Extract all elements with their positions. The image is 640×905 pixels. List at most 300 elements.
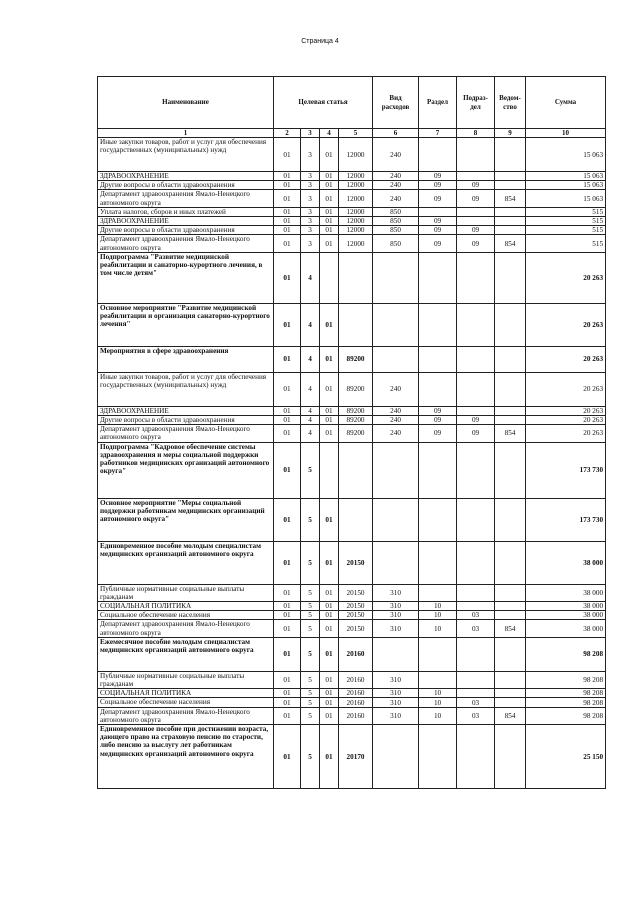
cell-c2: 01 [274,252,301,303]
cell-c5 [339,252,373,303]
cell-c2: 01 [274,584,301,601]
cell-sum: 38 000 [526,620,606,637]
cell-vid: 310 [373,689,419,698]
cell-vedomstvo [495,442,526,498]
cell-vid: 240 [373,372,419,406]
table-row [98,416,606,425]
cell-sum: 515 [526,217,606,226]
cell-c2: 01 [274,406,301,415]
cell-c4: 01 [320,226,339,235]
cell-podrazdel: 03 [457,620,495,637]
table-row [98,346,606,372]
cell-vid: 850 [373,217,419,226]
cell-c3: 5 [301,602,320,611]
cell-sum: 98 208 [526,671,606,688]
cell-c3: 4 [301,346,320,372]
table-body [98,138,606,789]
cell-podrazdel: 03 [457,698,495,707]
page-label: Страница 4 [301,38,339,45]
cell-c3: 5 [301,698,320,707]
cell-vid: 310 [373,611,419,620]
cell-c3: 4 [301,372,320,406]
cell-sum: 98 208 [526,637,606,671]
cell-vedomstvo [495,207,526,216]
cell-name: Департамент здравоохранения Ямало-Ненецкого автономного округа [98,707,274,724]
cell-vid: 310 [373,602,419,611]
cell-vedomstvo [495,138,526,172]
cell-podrazdel [457,207,495,216]
cell-sum: 38 000 [526,611,606,620]
cell-c4: 01 [320,707,339,724]
cell-c4: 01 [320,611,339,620]
cell-c5: 12000 [339,172,373,181]
cell-sum: 98 208 [526,707,606,724]
cell-c5: 89200 [339,346,373,372]
cell-podrazdel: 03 [457,611,495,620]
cell-c5: 20150 [339,584,373,601]
cell-c4: 01 [320,190,339,207]
cell-sum: 20 263 [526,416,606,425]
cell-podrazdel: 09 [457,425,495,442]
cell-c4: 01 [320,725,339,789]
cell-vedomstvo [495,172,526,181]
cell-podrazdel [457,442,495,498]
table-row [98,138,606,172]
table-row [98,406,606,415]
cell-name: Другие вопросы в области здравоохранения [98,226,274,235]
cell-vedomstvo [495,671,526,688]
cell-c5: 12000 [339,226,373,235]
cell-razdel: 10 [419,602,457,611]
table-row [98,181,606,190]
cell-c5: 20160 [339,689,373,698]
table-row [98,620,606,637]
cell-vedomstvo: 854 [495,425,526,442]
cell-name: Департамент здравоохранения Ямало-Ненецкого автономного округа [98,190,274,207]
table-row [98,725,606,789]
cell-razdel: 09 [419,416,457,425]
cell-razdel: 09 [419,190,457,207]
table-row [98,707,606,724]
header-vedomstvo: Ведом-ство [495,77,526,129]
table-row [98,541,606,584]
cell-vedomstvo [495,406,526,415]
cell-podrazdel [457,689,495,698]
cell-razdel [419,252,457,303]
cell-name: Ежемесячное пособие молодым специалистам медицинских организаций автономного округа [98,637,274,671]
cell-vid [373,541,419,584]
cell-name: Единовременное пособие при достижении возраста, дающего право на страховую пенсию по старости, либо пенсию за выслугу лет работникам медицинских организаций автономного округа [98,725,274,789]
cell-c4: 01 [320,620,339,637]
cell-name: ЗДРАВООХРАНЕНИЕ [98,217,274,226]
cell-vedomstvo [495,689,526,698]
cell-razdel: 09 [419,172,457,181]
cell-razdel [419,372,457,406]
cell-vedomstvo [495,584,526,601]
header-podrazdel: Подраз-дел [457,77,495,129]
cell-c2: 01 [274,346,301,372]
cell-c4 [320,252,339,303]
cell-c3: 5 [301,611,320,620]
table-row [98,190,606,207]
cell-podrazdel: 03 [457,707,495,724]
cell-vid [373,303,419,346]
cell-razdel: 09 [419,235,457,252]
cell-vedomstvo [495,541,526,584]
cell-podrazdel [457,584,495,601]
cell-c5: 89200 [339,416,373,425]
cell-vedomstvo [495,725,526,789]
cell-razdel [419,207,457,216]
cell-razdel [419,671,457,688]
cell-c3: 4 [301,406,320,415]
cell-vid [373,725,419,789]
cell-sum: 20 263 [526,252,606,303]
table-row [98,372,606,406]
cell-name: Подпрограмма "Развитие медицинской реабилитации и санаторно-курортного лечения, в том числе детям" [98,252,274,303]
table-row [98,671,606,688]
cell-c2: 01 [274,620,301,637]
cell-sum: 173 730 [526,442,606,498]
cell-name: ЗДРАВООХРАНЕНИЕ [98,406,274,415]
cell-vid [373,252,419,303]
cell-podrazdel [457,346,495,372]
cell-c2: 01 [274,217,301,226]
cell-c4: 01 [320,303,339,346]
cell-razdel: 09 [419,217,457,226]
cell-razdel: 09 [419,406,457,415]
cell-c2: 01 [274,611,301,620]
cell-c4: 01 [320,181,339,190]
cell-vid: 310 [373,620,419,637]
cell-razdel [419,138,457,172]
cell-razdel [419,498,457,541]
cell-c3: 3 [301,190,320,207]
cell-c3: 5 [301,707,320,724]
cell-razdel [419,541,457,584]
cell-sum: 515 [526,207,606,216]
cell-vid: 310 [373,671,419,688]
cell-c4: 01 [320,346,339,372]
cell-c4: 01 [320,217,339,226]
column-number: 1 [98,129,274,138]
cell-c2: 01 [274,689,301,698]
cell-vid: 850 [373,207,419,216]
table-row [98,584,606,601]
cell-c2: 01 [274,207,301,216]
cell-vid: 240 [373,406,419,415]
cell-vedomstvo [495,611,526,620]
cell-c5: 12000 [339,138,373,172]
cell-name: Мероприятия в сфере здравоохранения [98,346,274,372]
cell-c5: 20160 [339,698,373,707]
cell-name: Другие вопросы в области здравоохранения [98,416,274,425]
cell-vedomstvo [495,637,526,671]
cell-name: Основное мероприятие "Меры социальной поддержки работникам медицинских организаций автономного округа" [98,498,274,541]
table-row [98,303,606,346]
cell-razdel [419,725,457,789]
table-row [98,207,606,216]
cell-podrazdel [457,303,495,346]
cell-c2: 01 [274,637,301,671]
cell-razdel: 09 [419,181,457,190]
cell-c5: 12000 [339,217,373,226]
cell-c5: 12000 [339,181,373,190]
cell-name: Подпрограмма "Кадровое обеспечение системы здравоохранения и меры социальной поддержки работников медицинских организаций автономного округа" [98,442,274,498]
cell-name: Департамент здравоохранения Ямало-Ненецкого автономного округа [98,425,274,442]
cell-podrazdel [457,252,495,303]
cell-c3: 3 [301,138,320,172]
cell-razdel: 10 [419,611,457,620]
cell-vedomstvo [495,303,526,346]
header-name: Наименование [98,77,274,129]
cell-sum: 25 150 [526,725,606,789]
cell-c4: 01 [320,498,339,541]
cell-razdel: 10 [419,689,457,698]
cell-c3: 3 [301,172,320,181]
cell-c2: 01 [274,498,301,541]
cell-sum: 20 263 [526,372,606,406]
cell-c3: 3 [301,235,320,252]
cell-c2: 01 [274,442,301,498]
cell-vid: 310 [373,698,419,707]
cell-sum: 20 263 [526,406,606,415]
cell-vedomstvo [495,416,526,425]
column-number: 4 [320,129,339,138]
cell-c3: 5 [301,671,320,688]
cell-name: Основное мероприятие "Развитие медицинской реабилитации и организация санаторно-курортного лечения" [98,303,274,346]
cell-razdel: 10 [419,620,457,637]
cell-name: СОЦИАЛЬНАЯ ПОЛИТИКА [98,689,274,698]
cell-podrazdel [457,725,495,789]
cell-razdel: 10 [419,698,457,707]
header-summa: Сумма [526,77,606,129]
cell-podrazdel [457,602,495,611]
table-row [98,442,606,498]
cell-sum: 173 730 [526,498,606,541]
cell-razdel [419,442,457,498]
cell-vedomstvo [495,498,526,541]
cell-c5 [339,442,373,498]
cell-vid: 240 [373,190,419,207]
cell-c4: 01 [320,172,339,181]
cell-c4 [320,442,339,498]
column-number: 5 [339,129,373,138]
cell-c5 [339,498,373,541]
cell-name: ЗДРАВООХРАНЕНИЕ [98,172,274,181]
table-row [98,602,606,611]
cell-c5: 20160 [339,671,373,688]
cell-sum: 515 [526,226,606,235]
cell-name: Другие вопросы в области здравоохранения [98,181,274,190]
cell-c5: 20160 [339,707,373,724]
cell-c2: 01 [274,425,301,442]
cell-c3: 4 [301,252,320,303]
cell-vedomstvo [495,252,526,303]
cell-podrazdel [457,138,495,172]
cell-sum: 15 063 [526,190,606,207]
cell-c3: 5 [301,541,320,584]
cell-name: Уплата налогов, сборов и иных платежей [98,207,274,216]
cell-razdel [419,637,457,671]
cell-vid [373,498,419,541]
cell-c2: 01 [274,190,301,207]
cell-podrazdel [457,541,495,584]
header-razdel: Раздел [419,77,457,129]
cell-podrazdel [457,671,495,688]
cell-vid: 310 [373,584,419,601]
cell-c4: 01 [320,207,339,216]
cell-c4: 01 [320,235,339,252]
cell-c2: 01 [274,541,301,584]
cell-vid [373,442,419,498]
cell-name: Публичные нормативные социальные выплаты гражданам [98,584,274,601]
cell-vid: 240 [373,425,419,442]
cell-c3: 4 [301,425,320,442]
cell-c4: 01 [320,689,339,698]
cell-c3: 3 [301,207,320,216]
cell-razdel: 09 [419,226,457,235]
cell-c2: 01 [274,725,301,789]
cell-sum: 15 063 [526,181,606,190]
cell-c5: 20150 [339,611,373,620]
cell-podrazdel [457,372,495,406]
cell-c2: 01 [274,698,301,707]
cell-c4: 01 [320,416,339,425]
cell-name: Иные закупки товаров, работ и услуг для обеспечения государственных (муниципальных) нужд [98,372,274,406]
cell-sum: 20 263 [526,425,606,442]
header-vid: Вид расходов [373,77,419,129]
table-row [98,611,606,620]
cell-sum: 98 208 [526,698,606,707]
cell-podrazdel: 09 [457,226,495,235]
cell-vedomstvo: 854 [495,235,526,252]
cell-podrazdel: 09 [457,190,495,207]
header-target: Целевая статья [274,77,373,129]
cell-c4: 01 [320,637,339,671]
cell-c4: 01 [320,138,339,172]
cell-c4: 01 [320,584,339,601]
table-row [98,698,606,707]
cell-c5: 89200 [339,425,373,442]
cell-c3: 5 [301,442,320,498]
cell-vid: 240 [373,181,419,190]
cell-vedomstvo [495,346,526,372]
cell-c5: 89200 [339,406,373,415]
cell-c4: 01 [320,425,339,442]
table-row [98,498,606,541]
cell-sum: 20 263 [526,346,606,372]
column-number: 8 [457,129,495,138]
cell-c3: 3 [301,217,320,226]
cell-c5: 20160 [339,637,373,671]
cell-sum: 20 263 [526,303,606,346]
cell-name: Публичные нормативные социальные выплаты гражданам [98,671,274,688]
cell-podrazdel: 09 [457,181,495,190]
cell-c3: 4 [301,416,320,425]
cell-c5: 89200 [339,372,373,406]
cell-vedomstvo [495,226,526,235]
cell-sum: 15 063 [526,172,606,181]
cell-sum: 98 208 [526,689,606,698]
cell-name: Единовременное пособие молодым специалистам медицинских организаций автономного округа [98,541,274,584]
cell-c4: 01 [320,541,339,584]
cell-c5 [339,303,373,346]
cell-podrazdel [457,217,495,226]
cell-c2: 01 [274,602,301,611]
header-row [98,77,606,129]
cell-c2: 01 [274,235,301,252]
cell-c4: 01 [320,671,339,688]
cell-vid: 240 [373,416,419,425]
cell-c2: 01 [274,707,301,724]
table-row [98,217,606,226]
cell-sum: 38 000 [526,602,606,611]
cell-c2: 01 [274,303,301,346]
cell-vid: 240 [373,172,419,181]
cell-c5: 12000 [339,207,373,216]
cell-c5: 20150 [339,620,373,637]
budget-table [97,76,606,789]
cell-razdel [419,584,457,601]
cell-vid: 850 [373,226,419,235]
table-row [98,425,606,442]
cell-name: Иные закупки товаров, работ и услуг для обеспечения государственных (муниципальных) нужд [98,138,274,172]
cell-vid: 850 [373,235,419,252]
cell-c4: 01 [320,698,339,707]
cell-name: Социальное обеспечение населения [98,611,274,620]
cell-name: Департамент здравоохранения Ямало-Ненецкого автономного округа [98,235,274,252]
cell-c4: 01 [320,406,339,415]
cell-c5: 20150 [339,602,373,611]
cell-podrazdel: 09 [457,235,495,252]
column-number: 9 [495,129,526,138]
column-number-row [98,129,606,138]
cell-vid [373,346,419,372]
cell-razdel: 10 [419,707,457,724]
cell-c2: 01 [274,372,301,406]
cell-podrazdel [457,406,495,415]
cell-vid: 240 [373,138,419,172]
cell-vedomstvo [495,181,526,190]
cell-c3: 3 [301,181,320,190]
cell-c4: 01 [320,372,339,406]
cell-vedomstvo [495,698,526,707]
cell-c3: 5 [301,637,320,671]
table-row [98,689,606,698]
cell-vedomstvo: 854 [495,707,526,724]
cell-c5: 12000 [339,190,373,207]
cell-c3: 4 [301,303,320,346]
column-number: 7 [419,129,457,138]
cell-razdel [419,303,457,346]
cell-vedomstvo [495,372,526,406]
cell-c2: 01 [274,181,301,190]
cell-sum: 38 000 [526,584,606,601]
column-number: 6 [373,129,419,138]
cell-vid: 310 [373,707,419,724]
cell-name: СОЦИАЛЬНАЯ ПОЛИТИКА [98,602,274,611]
cell-vedomstvo: 854 [495,620,526,637]
column-number: 3 [301,129,320,138]
cell-c2: 01 [274,671,301,688]
column-number: 2 [274,129,301,138]
cell-podrazdel [457,637,495,671]
cell-vedomstvo [495,602,526,611]
cell-razdel [419,346,457,372]
cell-c3: 5 [301,584,320,601]
cell-vedomstvo: 854 [495,190,526,207]
